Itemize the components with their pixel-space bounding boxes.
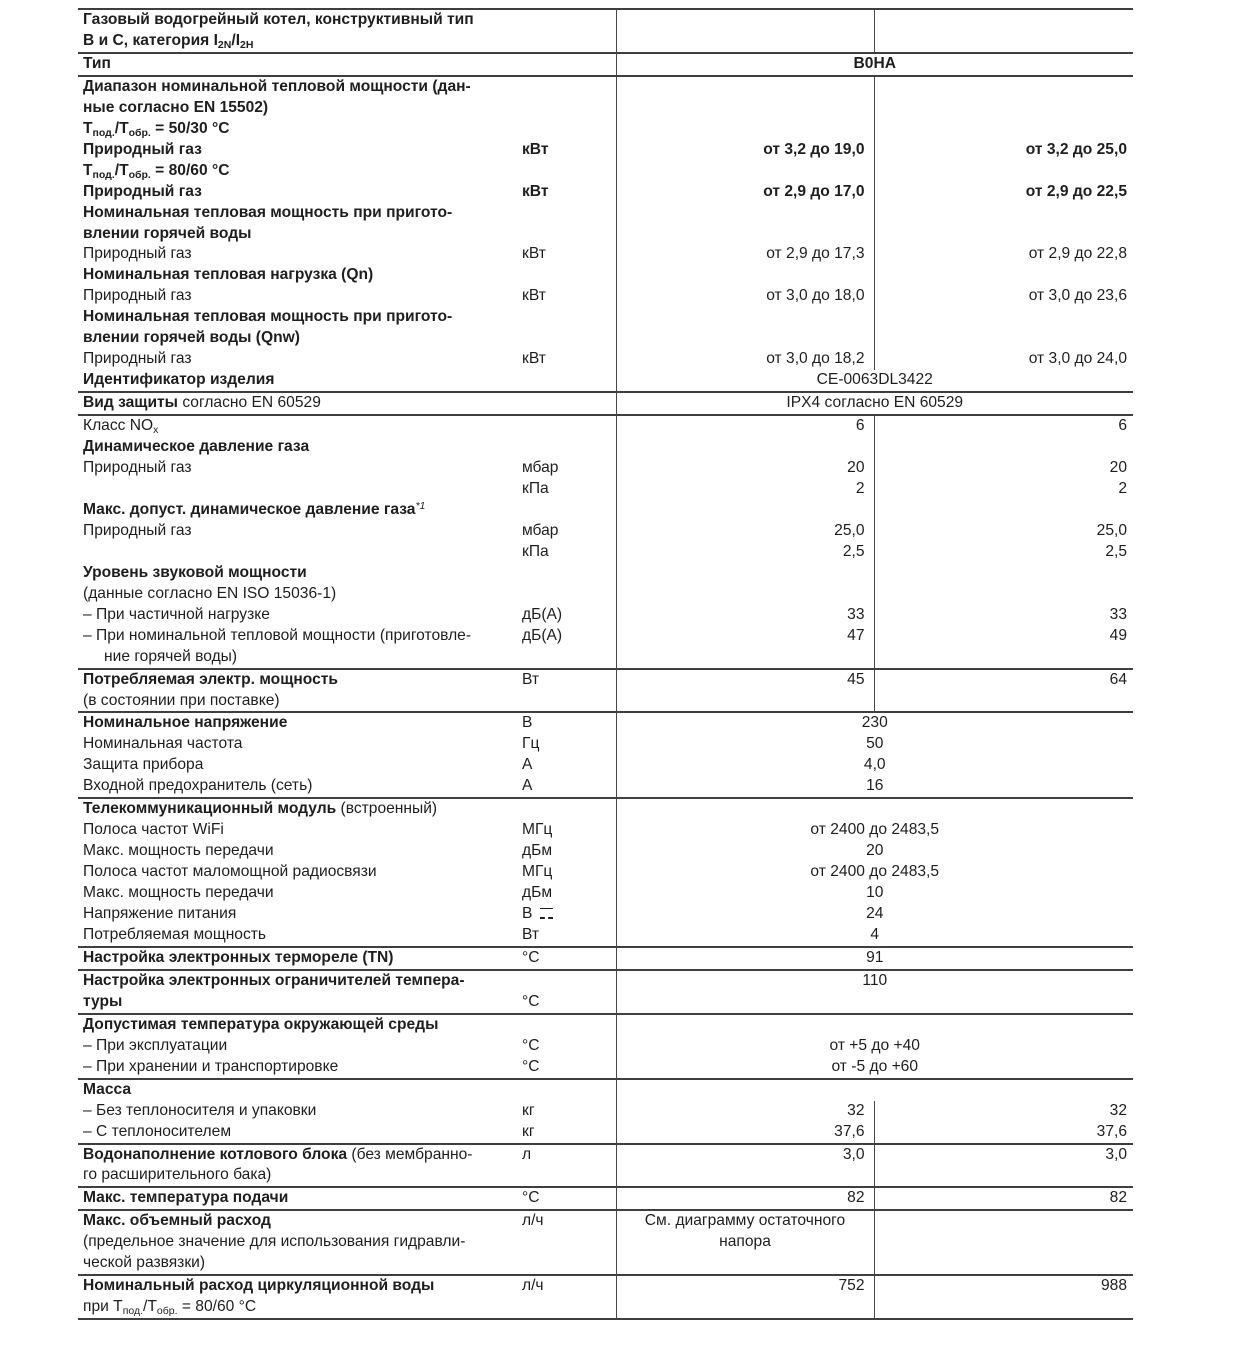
table-row <box>78 140 1133 161</box>
table-row <box>78 76 1133 98</box>
spec-unit: кВт <box>522 287 546 305</box>
spec-value-merged <box>616 798 1133 820</box>
table-row <box>78 605 1133 626</box>
spec-unit <box>522 1253 616 1275</box>
spec-unit: кВт <box>522 140 549 158</box>
spec-unit <box>522 584 616 605</box>
spec-unit: °C <box>522 1187 616 1210</box>
spec-value-1 <box>616 307 874 328</box>
spec-value-1: от 3,2 до 19,0 <box>616 140 874 161</box>
spec-value-merged: от +5 до +40 <box>616 1036 1133 1057</box>
table-row <box>78 841 1133 862</box>
spec-value-merged: 110 <box>616 970 1133 992</box>
spec-value-2: 3,0 <box>874 1144 1133 1166</box>
table-row <box>78 1036 1133 1057</box>
table-row <box>78 862 1133 883</box>
spec-label: Диапазон номинальной тепловой мощности (дан- <box>78 76 522 98</box>
table-row <box>78 669 1133 691</box>
spec-value-2: от 2,9 до 22,5 <box>874 182 1133 203</box>
spec-unit: л <box>522 1144 616 1166</box>
spec-value-2: 49 <box>874 626 1133 647</box>
spec-value-1: 45 <box>616 669 874 691</box>
spec-value-1: 33 <box>616 605 874 626</box>
table-row <box>78 119 1133 140</box>
spec-value-merged: 230 <box>616 712 1133 734</box>
spec-value-2 <box>874 76 1133 98</box>
spec-unit: мбар <box>522 521 559 539</box>
spec-unit: кПа <box>522 542 549 560</box>
spec-value-2 <box>874 265 1133 286</box>
spec-value-2: 2,5 <box>874 542 1133 563</box>
spec-label: Настройка электронных ограничителей темпера- <box>78 970 522 992</box>
spec-value-2 <box>874 119 1133 140</box>
table-row <box>78 563 1133 584</box>
table-row <box>78 691 1133 713</box>
spec-label: (предельное значение для использования гидравли- <box>83 1233 466 1251</box>
table-row <box>78 1165 1133 1187</box>
spec-unit <box>522 1165 616 1187</box>
table-row <box>78 1253 1133 1275</box>
spec-label: Макс. температура подачи <box>78 1187 522 1210</box>
spec-value-2: 988 <box>874 1275 1133 1297</box>
spec-value-merged: от 2400 до 2483,5 <box>616 862 1133 883</box>
spec-value-1 <box>616 119 874 140</box>
spec-unit: °C <box>522 1036 540 1054</box>
table-row <box>78 992 1133 1014</box>
spec-unit: дБ(А) <box>522 605 563 623</box>
table-row <box>78 925 1133 947</box>
table-row <box>78 1014 1133 1036</box>
spec-value-1: от 2,9 до 17,3 <box>616 244 874 265</box>
spec-unit: кВт <box>522 245 546 263</box>
spec-value-2 <box>874 584 1133 605</box>
spec-unit <box>522 415 616 437</box>
spec-value-2 <box>874 98 1133 119</box>
table-row <box>78 883 1133 904</box>
spec-label: Макс. мощность передачи <box>83 884 274 902</box>
spec-value-merged: 50 <box>616 734 1133 755</box>
spec-unit: кг <box>522 1122 535 1140</box>
spec-label: Тип <box>78 53 522 76</box>
spec-label: Номинальная тепловая мощность при пригото- <box>83 203 453 221</box>
spec-unit <box>522 224 616 245</box>
spec-unit <box>522 647 616 669</box>
spec-value-1 <box>616 9 874 31</box>
spec-label: Номинальный расход циркуляционной воды <box>78 1275 522 1297</box>
spec-unit: °C <box>522 947 616 970</box>
spec-value-1 <box>616 203 874 224</box>
table-row <box>78 1057 1133 1079</box>
spec-label: Входной предохранитель (сеть) <box>83 777 313 795</box>
spec-value-1 <box>616 1297 874 1319</box>
spec-unit <box>522 1079 616 1101</box>
spec-value-2: 32 <box>874 1101 1133 1122</box>
spec-label: Природный газ <box>83 245 192 263</box>
spec-label: Номинальное напряжение <box>78 712 522 734</box>
spec-value-merged: B0HA <box>616 53 1133 76</box>
spec-unit <box>522 500 616 521</box>
spec-unit: дБм <box>522 842 553 860</box>
table-row <box>78 1210 1133 1232</box>
spec-value-1: 32 <box>616 1101 874 1122</box>
spec-label: Водонаполнение котлового блока (без мембранно- <box>78 1144 522 1166</box>
table-row <box>78 1079 1133 1101</box>
spec-value-1 <box>616 224 874 245</box>
table-row <box>78 328 1133 349</box>
spec-label: Природный газ <box>83 350 192 368</box>
spec-label <box>78 479 522 500</box>
spec-value-1 <box>616 584 874 605</box>
table-row <box>78 1232 1133 1253</box>
spec-unit <box>522 691 616 713</box>
table-row <box>78 31 1133 53</box>
spec-label: Масса <box>78 1079 522 1101</box>
spec-unit: л/ч <box>522 1210 616 1232</box>
spec-unit: °C <box>522 1057 540 1075</box>
dc-current-icon <box>540 908 553 919</box>
spec-unit <box>522 307 616 328</box>
spec-value-2 <box>874 437 1133 458</box>
table-row <box>78 1122 1133 1144</box>
spec-value-1: 82 <box>616 1187 874 1210</box>
spec-label: (в состоянии при поставке) <box>83 691 280 709</box>
spec-value-2 <box>874 31 1133 53</box>
table-row <box>78 1101 1133 1122</box>
spec-label: В и С, категория $I_{2N}/I_{2H}$ <box>83 31 254 51</box>
spec-value-2: 25,0 <box>874 521 1133 542</box>
spec-value-1: от 2,9 до 17,0 <box>616 182 874 203</box>
spec-label: Природный газ <box>83 140 202 158</box>
spec-value-merged: от -5 до +60 <box>616 1057 1133 1079</box>
spec-unit <box>522 203 616 224</box>
spec-label: Идентификатор изделия <box>83 371 275 389</box>
spec-unit: МГц <box>522 821 553 839</box>
spec-label: Макс. мощность передачи <box>83 842 274 860</box>
spec-value-merged: IPX4 согласно EN 60529 <box>616 392 1133 415</box>
spec-value-2: 64 <box>874 669 1133 691</box>
table-row <box>78 307 1133 328</box>
spec-unit <box>522 970 616 992</box>
spec-value-1 <box>616 1165 874 1187</box>
spec-label: Напряжение питания <box>83 905 237 923</box>
spec-value-1: 25,0 <box>616 521 874 542</box>
spec-value-1 <box>616 1253 874 1275</box>
spec-value-1: 6 <box>616 415 874 437</box>
table-row <box>78 349 1133 370</box>
spec-value-1: 37,6 <box>616 1122 874 1144</box>
table-row <box>78 647 1133 669</box>
spec-unit: кПа <box>522 479 549 497</box>
spec-value-2 <box>874 328 1133 349</box>
table-row <box>78 98 1133 119</box>
spec-unit <box>522 328 616 349</box>
spec-value-merged: 4 <box>616 925 1133 947</box>
spec-unit <box>522 31 616 53</box>
spec-label: – При номинальной тепловой мощности (приготовле- <box>83 626 472 644</box>
spec-value-2 <box>874 203 1133 224</box>
spec-label: (данные согласно EN ISO 15036-1) <box>83 584 337 602</box>
spec-value-1: напора <box>616 1232 874 1253</box>
spec-value-1 <box>616 437 874 458</box>
table-row <box>78 542 1133 563</box>
spec-label: Уровень звуковой мощности <box>83 563 307 581</box>
spec-value-1: 47 <box>616 626 874 647</box>
table-row <box>78 244 1133 265</box>
spec-unit <box>522 392 616 415</box>
spec-value-1 <box>616 691 874 713</box>
spec-value-2 <box>874 1210 1133 1232</box>
spec-label: Макс. объемный расход <box>78 1210 522 1232</box>
spec-unit: дБ(А) <box>522 626 563 644</box>
spec-label <box>78 542 522 563</box>
spec-value-2: 6 <box>874 415 1133 437</box>
spec-label: влении горячей воды <box>83 224 252 242</box>
spec-unit <box>522 798 616 820</box>
spec-unit <box>522 1232 616 1253</box>
table-row <box>78 1275 1133 1297</box>
spec-label: Природный газ <box>83 182 202 200</box>
spec-unit: Гц <box>522 735 540 753</box>
spec-label: Полоса частот маломощной радиосвязи <box>83 863 377 881</box>
table-row <box>78 203 1133 224</box>
spec-value-merged: CE-0063DL3422 <box>616 370 1133 392</box>
spec-value-1: 2 <box>616 479 874 500</box>
spec-unit: кВт <box>522 182 549 200</box>
spec-value-1 <box>616 328 874 349</box>
table-row <box>78 904 1133 925</box>
spec-value-2 <box>874 1297 1133 1319</box>
table-row <box>78 286 1133 307</box>
spec-label: Телекоммуникационный модуль (встроенный) <box>78 798 522 820</box>
table-row <box>78 479 1133 500</box>
spec-value-merged: 24 <box>616 904 1133 925</box>
spec-label: $Т_{под.}/Т_{обр.} = 80/60$ °C <box>83 161 230 181</box>
spec-label: Класс $NO_x$ <box>78 415 522 437</box>
spec-value-1 <box>616 647 874 669</box>
spec-unit <box>522 563 616 584</box>
spec-label: – Без теплоносителя и упаковки <box>83 1101 317 1119</box>
spec-unit <box>522 98 616 119</box>
spec-value-1: 3,0 <box>616 1144 874 1166</box>
table-row <box>78 820 1133 841</box>
spec-value-merged: 4,0 <box>616 755 1133 776</box>
spec-unit <box>522 1014 616 1036</box>
spec-label: ные согласно EN 15502) <box>83 98 269 116</box>
spec-unit <box>522 370 616 392</box>
spec-label: Динамическое давление газа <box>83 438 310 456</box>
spec-label: Газовый водогрейный котел, конструктивный тип <box>78 9 522 31</box>
spec-unit: кВт <box>522 350 546 368</box>
spec-unit <box>522 119 616 140</box>
table-row <box>78 776 1133 798</box>
spec-value-2: от 3,2 до 25,0 <box>874 140 1133 161</box>
spec-value-2 <box>874 161 1133 182</box>
spec-value-2 <box>874 224 1133 245</box>
spec-unit: Вт <box>522 925 540 943</box>
spec-value-2: от 2,9 до 22,8 <box>874 244 1133 265</box>
spec-value-2: 2 <box>874 479 1133 500</box>
spec-label: Природный газ <box>83 459 192 477</box>
spec-label: $Т_{под.}/Т_{обр.} = 50/30$ °C <box>83 119 230 139</box>
spec-value-2: 37,6 <box>874 1122 1133 1144</box>
spec-value-2 <box>874 500 1133 521</box>
spec-value-1: 752 <box>616 1275 874 1297</box>
spec-unit: А <box>522 756 533 774</box>
table-row <box>78 500 1133 521</box>
spec-value-1: 20 <box>616 458 874 479</box>
spec-label: – С теплоносителем <box>83 1122 232 1140</box>
spec-label: Полоса частот WiFi <box>83 821 224 839</box>
table-row <box>78 584 1133 605</box>
spec-unit: мбар <box>522 459 559 477</box>
spec-label: Номинальная тепловая мощность при пригото- <box>83 308 453 326</box>
table-row <box>78 626 1133 647</box>
spec-value-2: 20 <box>874 458 1133 479</box>
spec-unit: В <box>522 904 616 925</box>
spec-label: – При хранении и транспортировке <box>83 1057 339 1075</box>
spec-value-2 <box>874 1165 1133 1187</box>
table-row <box>78 9 1133 31</box>
table-row <box>78 1297 1133 1319</box>
spec-value-1 <box>616 31 874 53</box>
table-row <box>78 970 1133 992</box>
spec-label: при $Т_{под.}/Т_{обр.} = 80/60$ °C <box>83 1298 257 1318</box>
spec-value-merged <box>616 992 1133 1014</box>
spec-label: туры <box>83 992 123 1010</box>
spec-label: ние горячей воды) <box>104 647 238 665</box>
table-row <box>78 53 1133 76</box>
spec-unit: дБм <box>522 884 553 902</box>
spec-value-2 <box>874 691 1133 713</box>
spec-label: Номинальная частота <box>83 735 243 753</box>
spec-label: – При частичной нагрузке <box>83 605 270 623</box>
spec-value-2: от 3,0 до 23,6 <box>874 286 1133 307</box>
spec-value-merged <box>616 1079 1133 1101</box>
spec-unit <box>522 437 616 458</box>
spec-value-2 <box>874 647 1133 669</box>
spec-label: Допустимая температура окружающей среды <box>78 1014 522 1036</box>
table-row <box>78 734 1133 755</box>
spec-unit <box>522 1297 616 1319</box>
spec-unit <box>522 161 616 182</box>
spec-value-1 <box>616 98 874 119</box>
spec-value-1 <box>616 500 874 521</box>
table-row <box>78 712 1133 734</box>
spec-value-1 <box>616 76 874 98</box>
spec-label: Макс. допуст. динамическое давление газа$^{*1}$ <box>83 499 426 518</box>
spec-label: го расширительного бака) <box>83 1166 272 1184</box>
spec-label: Потребляемая мощность <box>83 925 267 943</box>
spec-unit: А <box>522 777 533 795</box>
spec-value-merged: 91 <box>616 947 1133 970</box>
spec-value-2 <box>874 9 1133 31</box>
spec-label: – При эксплуатации <box>83 1036 228 1054</box>
spec-label: Вид защиты согласно EN 60529 <box>78 392 522 415</box>
table-row <box>78 1187 1133 1210</box>
spec-value-2: от 3,0 до 24,0 <box>874 349 1133 370</box>
spec-value-2 <box>874 563 1133 584</box>
spec-label: Номинальная тепловая нагрузка (Qn) <box>83 266 374 284</box>
spec-table <box>78 8 1133 1320</box>
spec-table-body <box>78 9 1133 1319</box>
spec-value-1 <box>616 265 874 286</box>
spec-value-1: См. диаграмму остаточного <box>616 1210 874 1232</box>
table-row <box>78 161 1133 182</box>
spec-value-merged: 10 <box>616 883 1133 904</box>
spec-label: ческой развязки) <box>83 1254 206 1272</box>
table-row <box>78 947 1133 970</box>
spec-value-1: от 3,0 до 18,2 <box>616 349 874 370</box>
table-row <box>78 224 1133 245</box>
table-row <box>78 755 1133 776</box>
spec-label: Настройка электронных термореле (TN) <box>78 947 522 970</box>
spec-value-2: 82 <box>874 1187 1133 1210</box>
spec-value-merged: 20 <box>616 841 1133 862</box>
spec-unit: кг <box>522 1101 535 1119</box>
spec-unit: Вт <box>522 669 616 691</box>
spec-label: влении горячей воды (Qnw) <box>83 329 300 347</box>
table-row <box>78 1144 1133 1166</box>
table-row <box>78 265 1133 286</box>
spec-unit: °C <box>522 992 540 1010</box>
spec-value-2 <box>874 1253 1133 1275</box>
spec-value-merged <box>616 1014 1133 1036</box>
spec-unit <box>522 265 616 286</box>
spec-unit: л/ч <box>522 1275 616 1297</box>
table-row <box>78 798 1133 820</box>
spec-value-1: 2,5 <box>616 542 874 563</box>
spec-unit <box>522 9 616 31</box>
spec-label: Потребляемая электр. мощность <box>78 669 522 691</box>
table-row <box>78 437 1133 458</box>
spec-unit <box>522 53 616 76</box>
spec-value-2: 33 <box>874 605 1133 626</box>
spec-value-1 <box>616 161 874 182</box>
spec-label: Природный газ <box>83 521 192 539</box>
spec-label: Природный газ <box>83 287 192 305</box>
table-row <box>78 458 1133 479</box>
spec-value-2 <box>874 307 1133 328</box>
spec-unit: МГц <box>522 863 553 881</box>
spec-unit: В <box>522 712 616 734</box>
spec-value-merged: 16 <box>616 776 1133 798</box>
spec-value-1 <box>616 563 874 584</box>
spec-label: Защита прибора <box>83 756 204 774</box>
table-row <box>78 182 1133 203</box>
table-row <box>78 521 1133 542</box>
table-row <box>78 415 1133 437</box>
table-row <box>78 392 1133 415</box>
spec-value-merged: от 2400 до 2483,5 <box>616 820 1133 841</box>
table-row <box>78 370 1133 392</box>
spec-value-1: от 3,0 до 18,0 <box>616 286 874 307</box>
spec-unit <box>522 76 616 98</box>
spec-value-2 <box>874 1232 1133 1253</box>
